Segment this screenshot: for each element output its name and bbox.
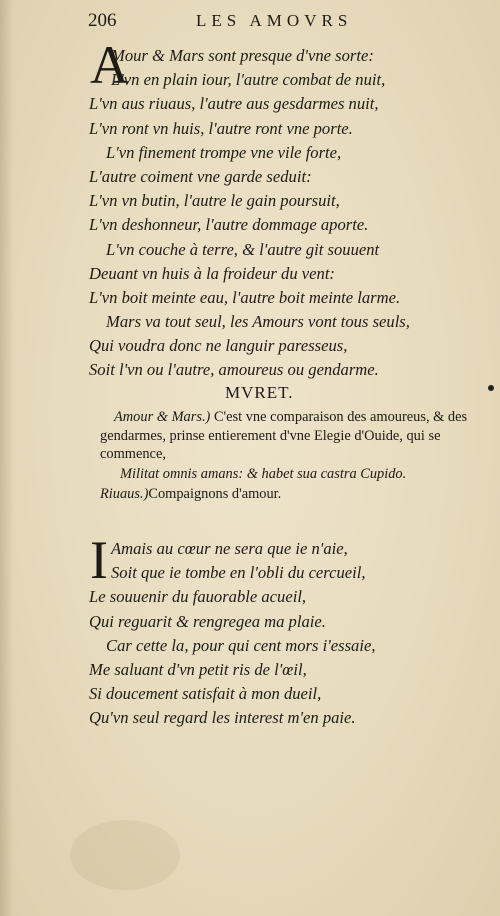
margin-dot [488,385,494,391]
page-number: 206 [88,10,117,31]
verse-line: Soit l'vn ou l'autre, amoureus ou gendarme. [89,360,379,380]
verse-line: Deuant vn huis à la froideur du vent: [89,263,335,283]
verse-line: L'vn ront vn huis, l'autre ront vne porte. [89,118,353,138]
verse-line: Qui reguarit & rengregea ma plaie. [89,611,326,631]
verse-line: Qu'vn seul regard les interest m'en paie. [89,708,356,728]
verse-line: Le souuenir du fauorable acueil, [89,587,307,607]
verse-line: Mars va tout seul, les Amours vont tous seuls, [106,312,410,332]
dropcap-a: A [90,35,129,95]
verse-line: L'autre coiment vne garde seduit: [89,166,312,186]
verse-line: Soit que ie tombe en l'obli du cercueil, [111,563,366,583]
latin-quote: Militat omnis amans: & habet sua castra Cupido. [120,466,407,482]
note-text: C'est vne comparaison des amoureus, & des gendarmes, prinse entierement d'vne Elegie d'Ouide, qui se commence, [100,409,468,462]
verse-line: L'vn couche à terre, & l'autre git souuent [106,239,380,259]
gutter-shadow [0,0,14,916]
verse-line: L'vn vn butin, l'autre le gain poursuit, [89,191,340,211]
verse-line: L'vn aus riuaus, l'autre aus gesdarmes nuit, [89,94,379,114]
verse-line: Car cette la, pour qui cent mors i'essaie, [106,635,376,655]
verse-line: L'vn finement trompe vne vile forte, [106,142,342,162]
verse-line: Qui voudra donc ne languir paresseus, [89,336,348,356]
running-head: LES AMOVRS [196,11,353,30]
verse-line: Mour & Mars sont presque d'vne sorte: [111,46,374,65]
commentary-note [100,485,472,504]
verse-line: Amais au cœur ne sera que ie n'aie, [111,539,348,558]
commentary-title: MVRET. [225,383,294,402]
verse-line: L'vn en plain iour, l'autre combat de nuit, [111,70,386,90]
verse-line: L'vn deshonneur, l'autre dommage aporte. [89,215,369,235]
paper-stain [70,820,180,890]
commentary-note [100,408,472,464]
verse-line: Si doucement satisfait à mon dueil, [89,684,322,704]
note-text: Compaignons d'amour. [148,486,282,502]
page-header [88,10,468,32]
note-lemma: Amour & Mars.) [114,409,211,425]
note-lemma: Riuaus.) [100,486,149,502]
sonnet-one [89,35,469,383]
dropcap-i: I [90,530,108,590]
verse-line: Me saluant d'vn petit ris de l'œil, [89,659,307,679]
verse-line: L'vn boit meinte eau, l'autre boit meinte larme. [89,287,401,307]
sonnet-two [89,530,469,731]
